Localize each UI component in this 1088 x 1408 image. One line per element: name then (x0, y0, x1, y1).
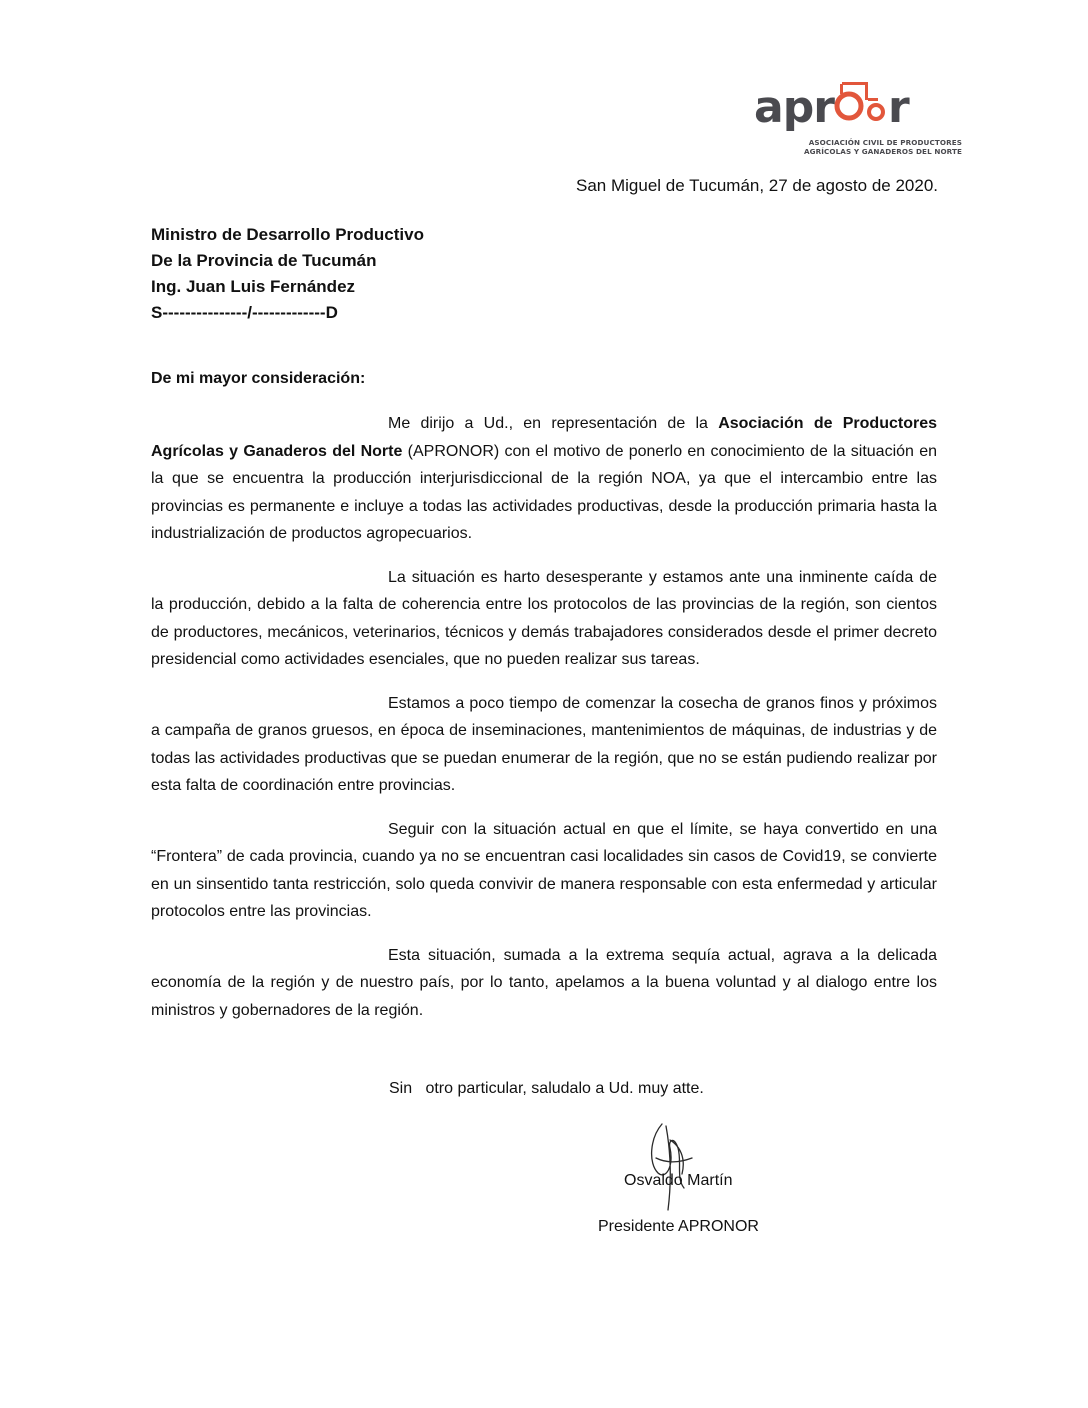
organization-name: Asociación de Productores Agrícolas y Ganaderos del Norte (151, 415, 937, 460)
logo-wordmark (752, 76, 952, 138)
body-paragraph-5: Esta situación, sumada a la extrema sequía actual, agrava a la delicada economía de la región y de nuestro país, por lo tanto, apelamos a la buena voluntad y al dialogo entre los ministros y gobernadores de la región. (151, 946, 937, 1019)
letter-body (151, 410, 937, 1040)
closing-line: Sin otro particular, saludalo a Ud. muy atte. (389, 1080, 704, 1097)
logo-tagline-line1: ASOCIACIÓN CIVIL DE PRODUCTORES (808, 138, 962, 147)
logo-wordmark-start: apr (754, 82, 834, 133)
logo-tagline-line2: AGRÍCOLAS Y GANADEROS DEL NORTE (803, 147, 962, 156)
apronor-logo (752, 76, 962, 166)
addressee-block (151, 222, 424, 326)
body-paragraph-3: Estamos a poco tiempo de comenzar la cosecha de granos finos y próximos a campaña de granos gruesos, en época de inseminaciones, mantenimientos de máquinas, de industrias y de todas las actividades productivas que se puedan enumerar de la región, que no se están pudiendo realizar por esta falta de coordinación entre provincias. (151, 694, 937, 794)
logo-wordmark-end: r (888, 82, 909, 133)
letter-date: San Miguel de Tucumán, 27 de agosto de 2020. (576, 176, 938, 195)
p1-rest: (APRONOR) con el motivo de ponerlo en conocimiento de la situación en la que se encuentra la producción interjurisdiccional de la región NOA, ya que el intercambio entre las provincias es permanente e incluye a todas las actividades productivas, desde la producción primaria hasta la industrialización de productos agropecuarios. (151, 442, 938, 542)
addressee-line: S---------------/-------------D (151, 303, 338, 322)
body-paragraph-1 (151, 410, 937, 548)
p1-start: Me dirijo a Ud., en representación de la (388, 415, 719, 432)
addressee-line: Ing. Juan Luis Fernández (151, 277, 356, 296)
signer-role: Presidente APRONOR (598, 1218, 759, 1235)
tractor-icon (837, 82, 883, 119)
body-paragraph-2: La situación es harto desesperante y estamos ante una inminente caída de la producción, debido a la falta de coherencia entre los protocolos de las provincias de la región, son cientos de productores, mecánicos, veterinarios, técnicos y demás trabajadores considerados desde el primer decreto presidencial como actividades esenciales, que no pueden realizar sus tareas. (151, 568, 937, 668)
logo-tagline (802, 138, 962, 156)
addressee-line: Ministro de Desarrollo Productivo (151, 225, 424, 244)
body-paragraph-4: Seguir con la situación actual en que el límite, se haya convertido en una “Frontera” de cada provincia, cuando ya no se encuentran casi localidades sin casos de Covid19, se convierte en un sinsentido tanta restricción, solo queda convivir de manera responsable con esta enfermedad y articular protocolos entre las provincias. (151, 820, 937, 920)
signature-scribble (640, 1118, 710, 1218)
salutation: De mi mayor consideración: (151, 370, 366, 387)
addressee-line: De la Provincia de Tucumán (151, 251, 377, 270)
signer-name: Osvaldo Martín (624, 1172, 733, 1189)
